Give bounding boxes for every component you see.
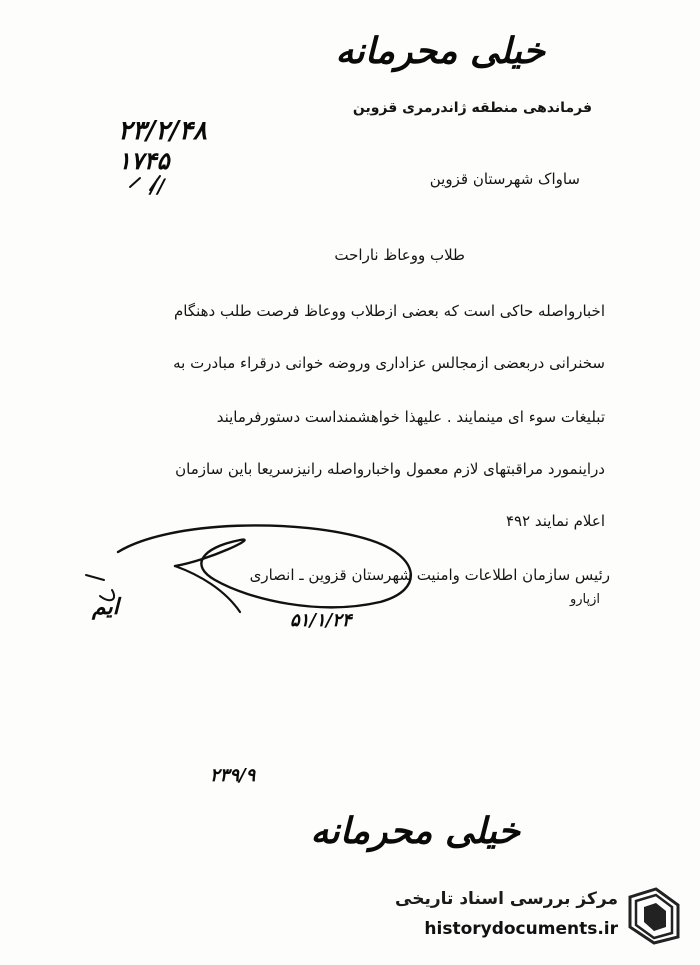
body-line: اعلام نمایند ۴۹۲ bbox=[505, 512, 605, 530]
body-line: اخبارواصله حاکی است که بعضی ازطلاب ووعاظ فرصت طلب دهنگام bbox=[173, 302, 605, 320]
watermark-title: مرکز بررسی اسناد تاریخی bbox=[395, 889, 618, 909]
signature-date: ۵۱/۱/۲۴ bbox=[290, 610, 352, 631]
recipient: ساواک شهرستان قزوین bbox=[429, 170, 580, 188]
handwritten-initials: ایم bbox=[92, 594, 119, 620]
reference-mark: // bbox=[150, 174, 165, 198]
reference-number: ۲۳/۲/۴۸ bbox=[118, 116, 207, 146]
watermark bbox=[395, 885, 682, 949]
archive-number: ۲۳۹/۹ bbox=[210, 765, 256, 786]
body-line: دراینمورد مراقبتهای لازم معمول واخبارواصله رانیزسریعا باین سازمان bbox=[175, 460, 605, 478]
body-line: تبلیغات سوء ای مینمایند . علیهذا خواهشمنداست دستورفرمایند bbox=[216, 408, 605, 426]
sender-heading: فرماندهی منطقه ژاندرمری قزوین bbox=[352, 100, 592, 116]
body-line: سخنرانی دربعضی ازمجالس عزاداری وروضه خوانی درقراء مبادرت به bbox=[173, 354, 605, 372]
signature-line: رئیس سازمان اطلاعات وامنیت شهرستان قزوین ـ انصاری bbox=[249, 566, 610, 584]
signature-subline: ازپارو bbox=[569, 592, 600, 607]
book-emblem-icon bbox=[626, 887, 682, 945]
subject-line: طلاب ووعاظ ناراحت bbox=[334, 246, 465, 264]
classification-bottom: خیلی محرمانه bbox=[310, 810, 520, 852]
reference-code: ۱۷۴۵ bbox=[118, 146, 170, 175]
watermark-url: historydocuments.ir bbox=[424, 919, 618, 939]
classification-top: خیلی محرمانه bbox=[335, 30, 545, 72]
